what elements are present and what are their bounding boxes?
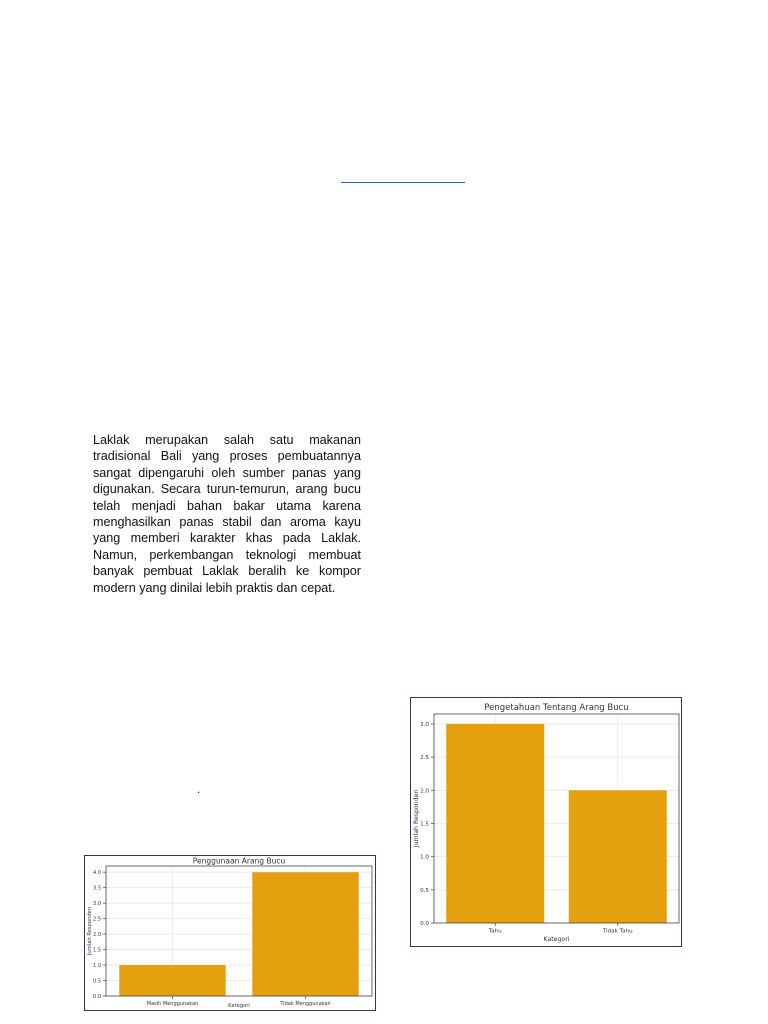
chart-1-xlabel: Kategori — [228, 1003, 250, 1009]
chart-1-ytick-label: 3.5 — [93, 885, 101, 892]
chart-usage — [85, 856, 374, 1009]
chart-usage-frame — [84, 855, 376, 1011]
chart-1-ylabel: Jumlah Responden — [87, 906, 93, 956]
chart-1-ytick-label: 2.5 — [93, 916, 101, 923]
chart-0-ytick-label: 1.5 — [420, 821, 429, 828]
chart-1-bar-1 — [252, 872, 358, 996]
chart-1-xtick-label: Tidak Menggunakan — [280, 1001, 331, 1007]
chart-1-bar-0 — [119, 965, 225, 996]
chart-0-xtick-label: Tidak Tahu — [602, 928, 633, 935]
chart-0-ylabel: Jumlah Responden — [413, 789, 420, 848]
stray-mark: . — [197, 782, 201, 796]
chart-1-ytick-label: 1.5 — [93, 947, 101, 954]
chart-1-ytick-label: 0.0 — [93, 993, 101, 1000]
chart-knowledge-frame — [410, 697, 682, 947]
top-link-underline[interactable] — [341, 182, 465, 183]
chart-1-ytick-label: 3.0 — [93, 900, 101, 907]
chart-0-ytick-label: 0.0 — [420, 920, 429, 927]
chart-0-bar-1 — [569, 790, 667, 923]
chart-0-ytick-label: 2.0 — [420, 788, 429, 795]
chart-0-xlabel: Kategori — [543, 936, 570, 943]
chart-1-ytick-label: 1.0 — [93, 962, 101, 969]
chart-1-xtick-label: Masih Menggunakan — [146, 1001, 199, 1007]
chart-knowledge — [411, 698, 680, 945]
chart-1-ytick-label: 2.0 — [93, 931, 101, 938]
chart-1-title: Penggunaan Arang Bucu — [192, 856, 286, 866]
chart-0-ytick-label: 0.5 — [420, 887, 429, 894]
chart-0-ytick-label: 1.0 — [420, 854, 429, 861]
body-paragraph: Laklak merupakan salah satu makanan tradisional Bali yang proses pembuatannya sangat dipengaruhi oleh sumber panas yang digunakan. Secara turun-temurun, arang bucu telah menjadi bahan bakar utama karena menghasilkan panas stabil dan aroma kayu yang memberi karakter khas pada Laklak. Namun, perkembangan teknologi membuat banyak pembuat Laklak beralih ke kompor modern yang dinilai lebih praktis dan cepat. — [93, 433, 361, 595]
chart-0-bar-0 — [446, 724, 544, 923]
chart-0-title: Pengetahuan Tentang Arang Bucu — [484, 703, 629, 713]
chart-0-xtick-label: Tahu — [488, 928, 502, 935]
chart-1-ytick-label: 4.0 — [93, 869, 101, 876]
chart-0-ytick-label: 3.0 — [420, 721, 429, 728]
chart-1-ytick-label: 0.5 — [93, 978, 101, 985]
chart-0-ytick-label: 2.5 — [420, 755, 429, 762]
